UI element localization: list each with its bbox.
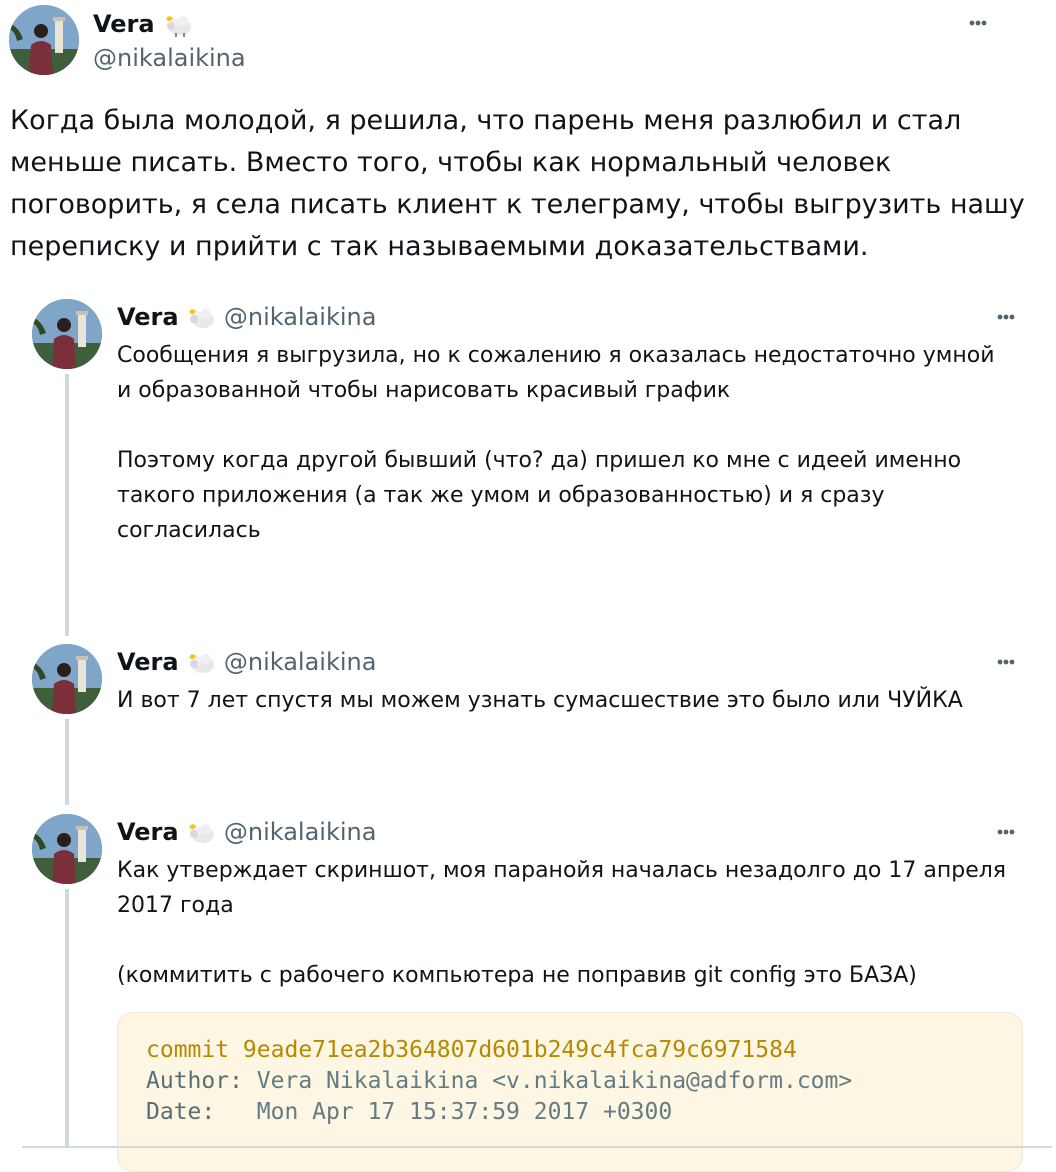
sheep-icon: [186, 650, 216, 676]
more-horizontal-icon[interactable]: [963, 16, 993, 30]
author-name-label: Vera: [93, 10, 155, 38]
tweet-text: Сообщения я выгрузила, но к сожалению я оказалась недостаточно умной и образованной чтобы нарисовать красивый график Поэтому когда другой бывший (что? да) пришел ко мне с идеей именно такого приложения (а так же умом и образованностью) и я сразу согласилась: [117, 343, 995, 543]
thread-connector: [65, 889, 69, 1146]
more-horizontal-icon[interactable]: [991, 825, 1021, 839]
tweet-text: Как утверждает скриншот, моя паранойя началась незадолго до 17 апреля 2017 года (коммитить с рабочего компьютера не поправив git config это БАЗА): [117, 858, 1007, 988]
reply-header: [117, 647, 376, 677]
sheep-icon: [186, 305, 216, 331]
avatar[interactable]: [32, 299, 102, 369]
author-handle[interactable]: @nikalaikina: [93, 44, 246, 72]
code-date-value: Mon Apr 17 15:37:59 2017 +0300: [256, 1099, 673, 1125]
sheep-icon: [163, 12, 193, 38]
more-horizontal-icon[interactable]: [991, 310, 1021, 324]
code-commit-line: commit 9eade71ea2b364807d601b249c4fca79c6971584: [146, 1037, 797, 1063]
avatar[interactable]: [32, 644, 102, 714]
author-handle[interactable]: @nikalaikina: [223, 303, 377, 331]
author-handle[interactable]: @nikalaikina: [223, 648, 377, 676]
author-name[interactable]: Vera: [117, 648, 179, 676]
thread-connector: [65, 374, 69, 636]
avatar-photo: [9, 5, 79, 75]
avatar[interactable]: [32, 814, 102, 884]
tweet-text: Когда была молодой, я решила, что парень меня разлюбил и стал меньше писать. Вместо того, чтобы как нормальный человек поговорить, я села писать клиент к телеграму, чтобы выгрузить нашу переписку и прийти с так называемыми доказательствами.: [10, 105, 1025, 262]
author-handle[interactable]: @nikalaikina: [223, 818, 377, 846]
code-date-key: Date:: [146, 1099, 216, 1125]
reply-header: [117, 817, 376, 847]
avatar[interactable]: [9, 5, 79, 75]
avatar-photo: [32, 299, 102, 369]
tweet-text: И вот 7 лет спустя мы можем узнать сумасшествие это было или ЧУЙКА: [117, 688, 963, 713]
author-name[interactable]: Vera: [117, 818, 179, 846]
thread-connector: [65, 719, 69, 805]
divider: [22, 1146, 1052, 1148]
author-name[interactable]: [93, 9, 193, 39]
more-horizontal-icon[interactable]: [991, 655, 1021, 669]
code-author-value: Vera Nikalaikina <v.nikalaikina@adform.com>: [256, 1068, 853, 1094]
code-author-key: Author:: [146, 1068, 243, 1094]
code-block: [117, 1012, 1023, 1172]
sheep-icon: [186, 820, 216, 846]
avatar-photo: [32, 644, 102, 714]
avatar-photo: [32, 814, 102, 884]
reply-header: [117, 302, 376, 332]
author-name[interactable]: Vera: [117, 303, 179, 331]
